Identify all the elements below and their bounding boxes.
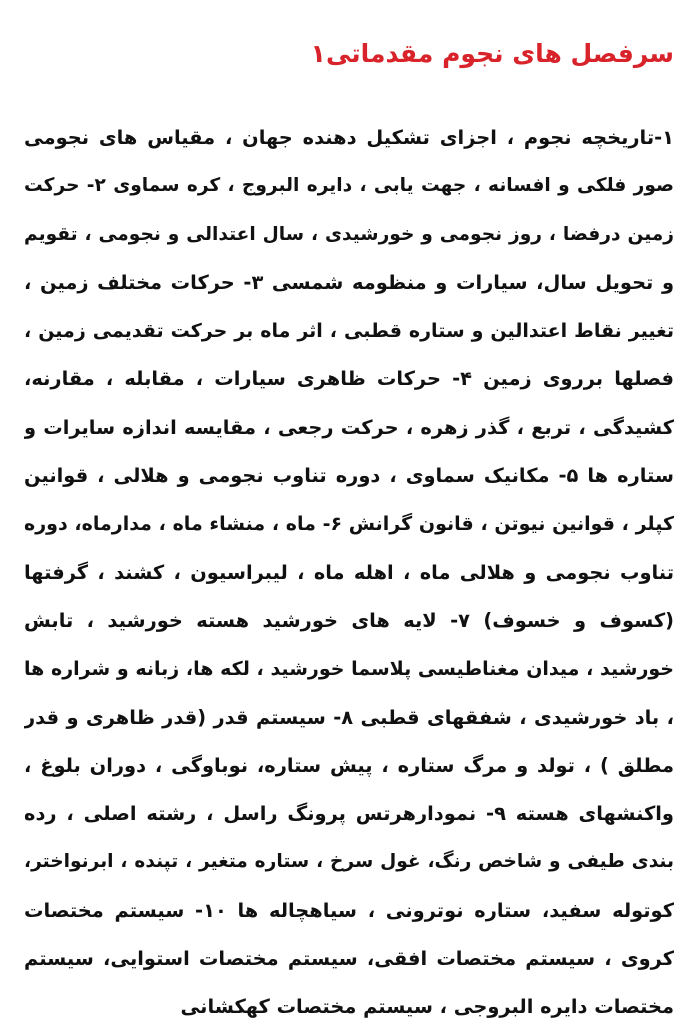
text-line: کشیدگی ، تربع ، گذر زهره ، حرکت رجعی ، مقایسه اندازه سایرات و bbox=[24, 415, 674, 439]
text-line: مطلق ) ، تولد و مرگ ستاره ، پیش ستاره، نوباوگی ، دوران بلوغ ، bbox=[24, 753, 674, 777]
text-line: ۱-تاریخچه نجوم ، اجزای تشکیل دهنده جهان ، مقیاس های نجومی bbox=[24, 126, 674, 149]
text-line: ستاره ها ۵- مکانیک سماوی ، دوره تناوب نجومی و هلالی ، قوانین bbox=[24, 464, 674, 488]
text-line: بندی طیفی و شاخص رنگ، غول سرخ ، ستاره متغیر ، تپنده ، ابرنواختر، bbox=[24, 851, 674, 873]
syllabus-paragraph bbox=[24, 118, 674, 1036]
text-line: کروی ، سیستم مختصات افقی، سیستم مختصات استوایی، سیستم bbox=[24, 947, 674, 971]
text-line: صور فلکی و افسانه ، جهت یابی ، دایره البروج ، کره سماوی ۲- حرکت bbox=[24, 175, 674, 197]
text-line: واکنشهای هسته ۹- نمودارهرتس پرونگ راسل ، رشته اصلی ، رده bbox=[24, 802, 674, 826]
text-line: ، باد خورشیدی ، شفقهای قطبی ۸- سیستم قدر (قدر ظاهری و قدر bbox=[24, 705, 674, 729]
page-title: سرفصل های نجوم مقدماتی۱ bbox=[310, 39, 674, 68]
text-line: (کسوف و خسوف) ۷- لایه های خورشید هسته خورشید ، تابش bbox=[24, 608, 674, 632]
text-line: و تحویل سال، سیارات و منظومه شمسی ۳- حرکات مختلف زمین ، bbox=[24, 270, 674, 294]
text-line: خورشید ، میدان مغناطیسی پلاسما خورشید ، لکه ها، زبانه و شراره ها bbox=[24, 658, 674, 681]
text-line: زمین درفضا ، روز نجومی و خورشیدی ، سال اعتدالی و نجومی ، تقویم bbox=[24, 223, 674, 245]
text-line: مختصات دایره البروجی ، سیستم مختصات کهکشانی bbox=[180, 995, 674, 1019]
text-line: تغییر نقاط اعتدالین و ستاره قطبی ، اثر ماه بر حرکت تقدیمی زمین ، bbox=[24, 320, 674, 343]
text-line: فصلها برروی زمین ۴- حرکات ظاهری سیارات ، مقابله ، مقارنه، bbox=[24, 367, 674, 391]
text-line: تناوب نجومی و هلالی ماه ، اهله ماه ، لیبراسیون ، کشند ، گرفتها bbox=[24, 560, 674, 584]
text-line: کوتوله سفید، ستاره نوترونی ، سیاهچاله ها ۱۰- سیستم مختصات bbox=[24, 898, 674, 922]
text-line: کپلر ، قوانین نیوتن ، قانون گرانش ۶- ماه ، منشاء ماه ، مدارماه، دوره bbox=[24, 513, 674, 536]
